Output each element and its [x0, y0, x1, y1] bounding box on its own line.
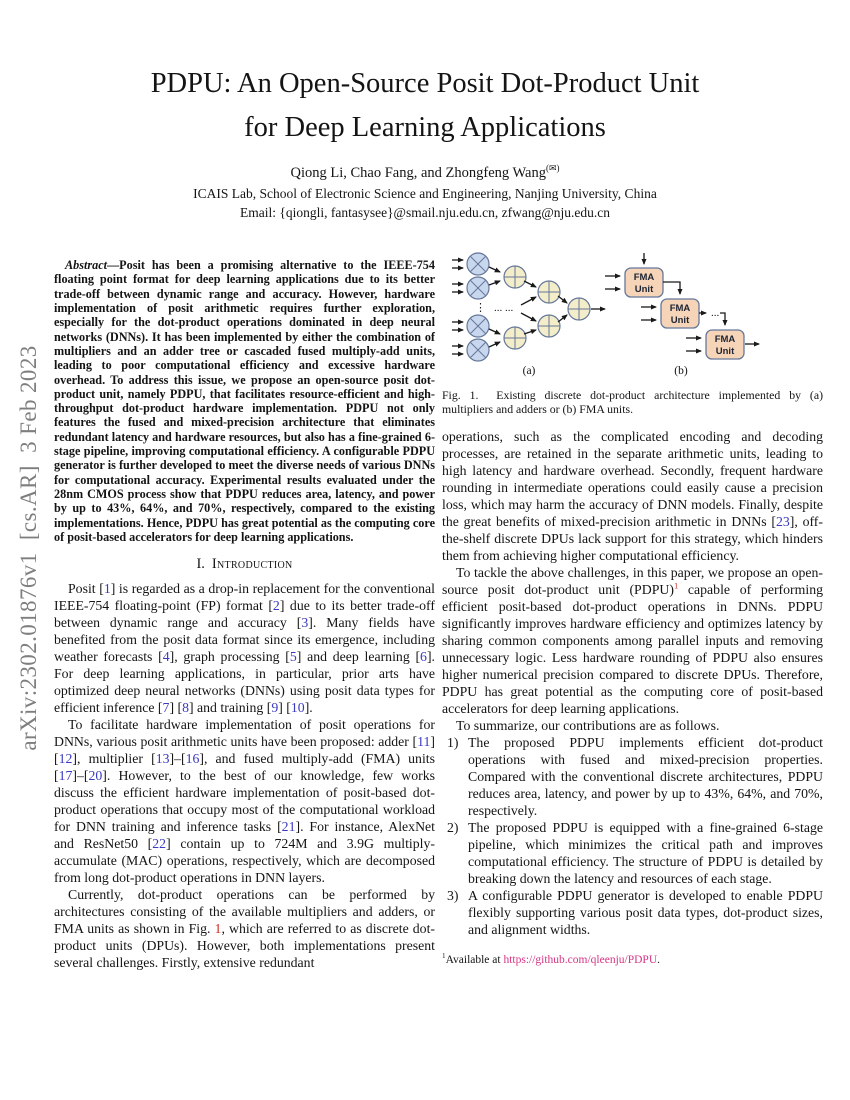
section-number: I. — [196, 556, 205, 573]
citation-link[interactable]: 22 — [152, 836, 167, 852]
body-paragraph: To summarize, our contributions are as follows. — [456, 718, 720, 733]
svg-text:FMA: FMA — [669, 303, 691, 314]
intro-paragraph: To facilitate hardware implementation of posit operations for DNNs, various posit arithmetic units have been proposed: adder [11] [12], multiplier [13]–[16], and fused multiply-add (FMA) units [17]–[20]. However, to the best of our knowledge, few works discuss the efficient hardware implementation of posit-based dot-product operations that occupy most of the computational workload for DNN training and inference tasks [21]. For instance, AlexNet and ResNet50 [22] contain up to 724M and 3.9G multiply-accumulate (MAC) operations, respectively, which are decomposed from long dot-product operations in DNN layers. — [54, 717, 435, 886]
citation-link[interactable]: 2 — [272, 598, 280, 614]
intro-paragraph: Currently, dot-product operations can be performed by architectures consisting of the available multipliers and adders, or FMA units as shown in Fig. 1, which are referred to as discrete dot-product units (DPUs). However, both implementations present several challenges. Firstly, extensive redundant — [54, 887, 435, 971]
panel-b-fma-cascade — [605, 253, 759, 377]
panel-b-label: (b) — [674, 365, 688, 377]
svg-text:Unit: Unit — [670, 315, 690, 326]
paper-header — [0, 62, 850, 221]
citation-link[interactable]: 20 — [88, 768, 103, 784]
cascade-ellipsis: ... — [711, 307, 720, 319]
figure-ref-link[interactable]: 1 — [214, 921, 222, 937]
svg-text:Unit: Unit — [634, 284, 654, 295]
section-title: Introduction — [211, 556, 293, 573]
body-paragraph: To tackle the above challenges, in this paper, we propose an open-source posit dot-product unit (PDPU)$^1$ capable of performing efficient posit-based dot-product operations in DNNs. PDPU significantly improves hardware efficiency and optimizes latency by sharing common components among parallel inputs and removing unnecessary logic. Less hardware rounding of PDPU also ensures higher numerical precision compared to discrete DPUs. Therefore, PDPU has great potential as the computing core of posit-based accelerators for deep learning applications. — [442, 565, 823, 716]
citation-link[interactable]: 12 — [58, 751, 73, 767]
citation-link[interactable]: 11 — [417, 734, 431, 750]
citation-link[interactable]: 3 — [301, 615, 309, 631]
adder-node-final — [568, 298, 590, 320]
vertical-ellipsis: ⋮ — [475, 302, 486, 314]
title-line-1: PDPU: An Open-Source Posit Dot-Product Unit — [150, 68, 700, 99]
email-line: Email: {qiongli, fantasysee}@smail.nju.edu.cn, zfwang@nju.edu.cn — [240, 205, 610, 220]
url-link[interactable]: https://github.com/qleenju/PDPU — [503, 954, 658, 966]
paper-title — [0, 62, 850, 150]
citation-link[interactable]: 9 — [271, 700, 279, 716]
contributions-list — [442, 734, 823, 938]
section-heading-introduction — [54, 556, 435, 573]
citation-link[interactable]: 23 — [775, 514, 790, 529]
right-column — [442, 246, 823, 968]
citation-link[interactable]: 16 — [185, 751, 200, 767]
svg-text:Unit: Unit — [715, 346, 735, 357]
contribution-item — [442, 819, 823, 887]
tree-ellipsis: ... ... — [494, 302, 514, 314]
citation-link[interactable]: 7 — [162, 700, 170, 716]
contribution-text: The proposed PDPU is equipped with a fine-grained 6-stage pipeline, which minimizes the critical path and improves computational efficiency. The structure of PDPU is detailed by breaking down the latency and resources of each stage. — [468, 820, 823, 886]
citation-link[interactable]: 13 — [155, 751, 170, 767]
footnote-marker-link[interactable]: 1 — [673, 580, 679, 591]
affiliation-line: ICAIS Lab, School of Electronic Science and Engineering, Nanjing University, China — [193, 186, 657, 201]
citation-link[interactable]: 8 — [182, 700, 189, 716]
list-marker: 1) — [447, 735, 459, 750]
abstract-label: Abstract — [65, 258, 107, 273]
citation-link[interactable]: 17 — [58, 768, 73, 784]
contribution-item — [442, 734, 823, 819]
contribution-text: A configurable PDPU generator is developed to enable PDPU flexibly supporting various posit data types, dot-product sizes, and alignment widths. — [468, 888, 823, 937]
citation-link[interactable]: 5 — [289, 649, 297, 665]
input-arrows — [452, 260, 463, 354]
citation-link[interactable]: 21 — [281, 819, 296, 835]
citation-link[interactable]: 10 — [290, 700, 305, 716]
list-marker: 2) — [447, 820, 459, 835]
contribution-item — [442, 887, 823, 938]
title-line-2: for Deep Learning Applications — [244, 112, 606, 143]
abstract-paragraph — [54, 258, 435, 544]
contribution-text: The proposed PDPU implements efficient dot-product operations with fused and mixed-precision properties. Compared with the conventional discrete architectures, PDPU reduces area, latency, and power by up to 43%, 64%, and 70%, respectively. — [468, 735, 823, 818]
figure-1-caption: Fig. 1. Existing discrete dot-product architecture implemented by (a) multipliers and adders or (b) FMA units. — [442, 388, 823, 416]
panel-a-label: (a) — [522, 365, 536, 377]
adder-nodes-level2 — [538, 281, 560, 337]
panel-a-multiplier-adder-tree — [452, 253, 605, 377]
figure-1-diagram — [444, 248, 820, 380]
citation-link[interactable]: 6 — [420, 649, 427, 665]
authors-line: Qiong Li, Chao Fang, and Zhongfeng Wang(✉) — [290, 163, 560, 181]
list-marker: 3) — [447, 888, 459, 903]
intro-paragraph: Posit [1] is regarded as a drop-in replacement for the conventional IEEE-754 floating-point (FP) format [2] due to its better trade-off between dynamic range and accuracy [3]. Many fields have benefited from the posit data format since its emergence, including weather forecasts [4], graph processing [5] and deep learning [6]. For deep learning applications, in particular, prior arts have optimized deep neural networks (DNNs) using posit data types for efficient inference [7] [8] and training [9] [10]. — [54, 581, 435, 716]
footnote: $^1$Available at https://github.com/qleenju/PDPU. — [442, 952, 660, 966]
svg-text:FMA: FMA — [714, 334, 736, 345]
abstract-text: —Posit has been a promising alternative to the IEEE-754 floating point format for deep learning applications due to its better trade-off between dynamic range and accuracy. However, hardware implementation of posit arithmetic requires further exploration, especially for the dot-product operations dominated in deep neural networks (DNNs). It has been implemented by either the combination of multipliers and an adder tree or cascaded fused multiply-add units, leading to poor computational efficiency and excessive hardware overhead. To address this issue, we propose an open-source posit dot-product unit, namely PDPU, that facilitates resource-efficient and high-throughput dot-product hardware implementation. PDPU not only features the fused and mixed-precision architecture that eliminates redundant latency and hardware resources, but also has a fine-grained 6-stage pipeline, improving computational efficiency. A configurable PDPU generator is further developed to meet the diverse needs of various DNNs for computational accuracy. Experimental results evaluated under the 28nm CMOS process show that PDPU reduces area, latency, and power by up to 43%, 64%, and 70%, respectively, compared to the existing implementations. Hence, PDPU has great potential as the computing core of posit-based accelerators for deep learning applications. — [54, 258, 435, 544]
svg-text:FMA: FMA — [633, 272, 655, 283]
body-paragraph: operations, such as the complicated encoding and decoding processes, are retained in the separate arithmetic units, leading to high latency and hardware overhead. Secondly, frequent hardware rounding in intermediate operations could easily cause a precision loss, which may harm the accuracy of DNN models. Finally, despite the great benefits of mixed-precision arithmetic in DNNs [23], off-the-shelf discrete DPUs lack support for this strategy, which hinders them from achieving higher computational efficiency. — [442, 429, 823, 563]
figure-1 — [442, 248, 823, 416]
citation-link[interactable]: 4 — [162, 649, 170, 665]
left-column — [54, 246, 435, 971]
citation-link[interactable]: 1 — [103, 581, 111, 597]
arxiv-watermark: arXiv:2302.01876v1 [cs.AR] 3 Feb 2023 — [16, 345, 41, 751]
